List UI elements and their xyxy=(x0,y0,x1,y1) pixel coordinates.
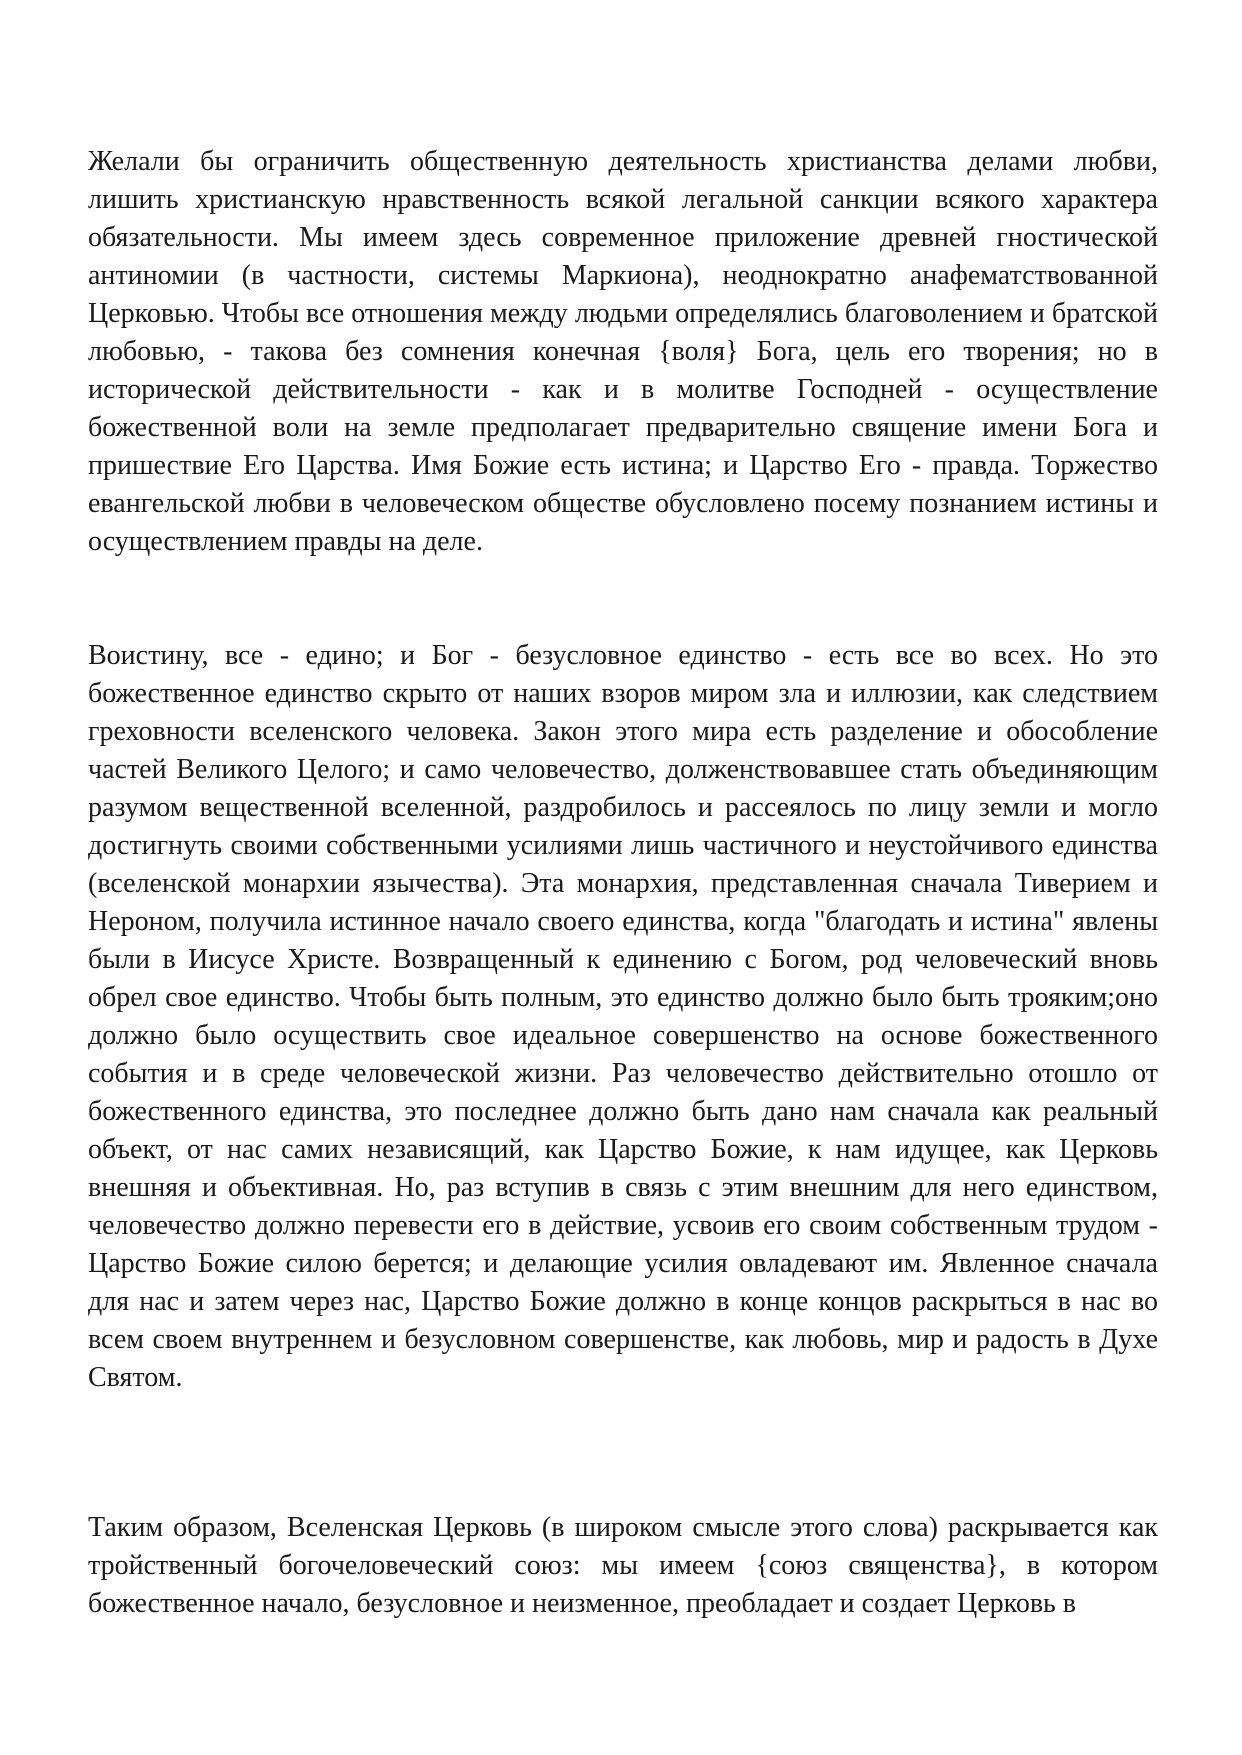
paragraph-divine-unity: Воистину, все - едино; и Бог - безусловное единство - есть все во всех. Но это божественное единство скрыто от наших взоров миром зла и иллюзии, как следствием греховности вселенского человека. Закон этого мира есть разделение и обособление частей Великого Целого; и само человечество, долженствовавшее стать объединяющим разумом вещественной вселенной, раздробилось и рассеялось по лицу земли и могло достигнуть своими собственными усилиями лишь частичного и неустойчивого единства (вселенской монархии язычества). Эта монархия, представленная сначала Тиверием и Нероном, получила истинное начало своего единства, когда "благодать и истина" явлены были в Иисусе Христе. Возвращенный к единению с Богом, род человеческий вновь обрел свое единство. Чтобы быть полным, это единство должно было быть трояким;оно должно было осуществить свое идеальное совершенство на основе божественного события и в среде человеческой жизни. Раз человечество действительно отошло от божественного единства, это последнее должно быть дано нам сначала как реальный объект, от нас самих независящий, как Царство Божие, к нам идущее, как Церковь внешняя и объективная. Но, раз вступив в связь с этим внешним для него единством, человечество должно перевести его в действие, усвоив его своим собственным трудом - Царство Божие силою берется; и делающие усилия овладевают им. Явленное сначала для нас и затем через нас, Царство Божие должно в конце концов раскрыться в нас во всем своем внутреннем и безусловном совершенстве, как любовь, мир и радость в Духе Святом. xyxy=(88,640,1158,1393)
paragraph-love-and-truth: Желали бы ограничить общественную деятельность христианства делами любви, лишить христианскую нравственность всякой легальной санкции всякого характера обязательности. Мы имеем здесь современное приложение древней гностической антиномии (в частности, системы Маркиона), неоднократно анафематствованной Церковью. Чтобы все отношения между людьми определялись благоволением и братской любовью, - такова без сомнения конечная {воля} Бога, цель его творения; но в исторической действительности - как и в молитве Господней - осуществление божественной воли на земле предполагает предварительно священие имени Бога и пришествие Его Царства. Имя Божие есть истина; и Царство Его - правда. Торжество евангельской любви в человеческом обществе обусловлено посему познанием истины и осуществлением правды на деле. xyxy=(88,146,1158,557)
paragraph-universal-church: Таким образом, Вселенская Церковь (в широком смысле этого слова) раскрывается как тройственный богочеловеческий союз: мы имеем {союз священства}, в котором божественное начало, безусловное и неизменное, преобладает и создает Церковь в xyxy=(88,1512,1158,1619)
